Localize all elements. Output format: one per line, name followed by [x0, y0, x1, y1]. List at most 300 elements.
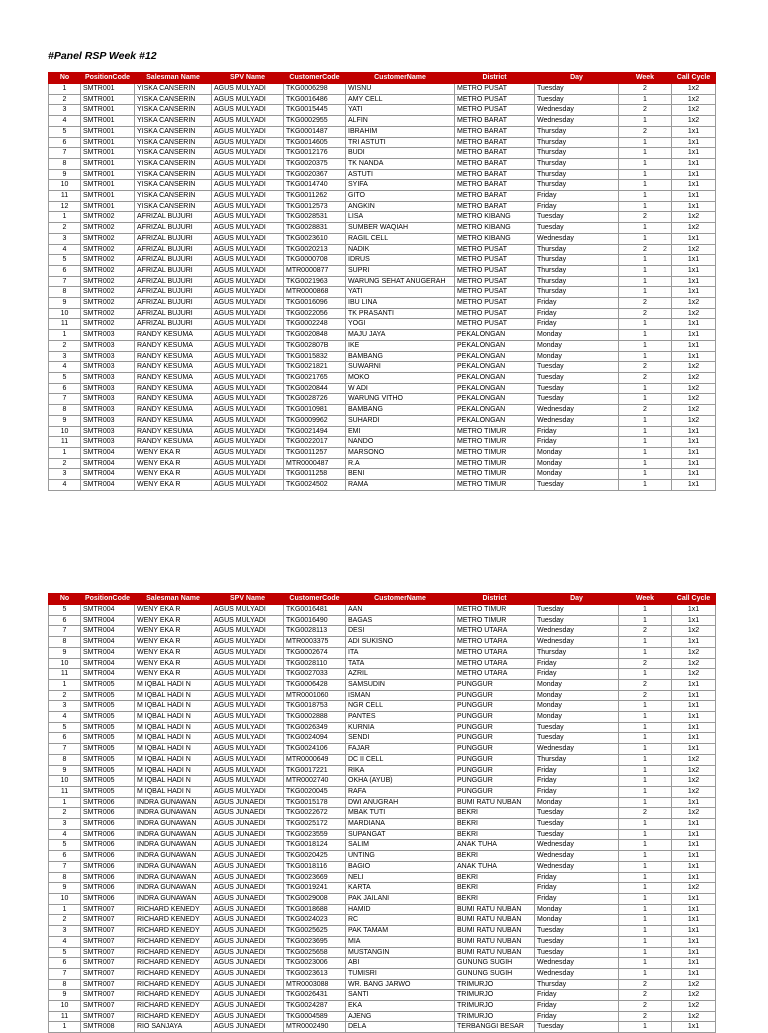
cell-week: 1 [619, 926, 672, 937]
cell-week: 1 [619, 669, 672, 680]
cell-no: 9 [49, 647, 81, 658]
cell-week: 1 [619, 255, 672, 266]
cell-customer-code: TKG0023559 [284, 829, 346, 840]
cell-customer-name: AZRIL [346, 669, 455, 680]
cell-call-cycle: 1x2 [672, 765, 716, 776]
cell-day: Wednesday [535, 968, 619, 979]
col-header-no: No [49, 594, 81, 605]
cell-position-code: SMTR007 [81, 1001, 135, 1012]
cell-spv-name: AGUS MULYADI [212, 437, 284, 448]
cell-position-code: SMTR001 [81, 191, 135, 202]
cell-spv-name: AGUS MULYADI [212, 148, 284, 159]
cell-call-cycle: 1x2 [672, 105, 716, 116]
cell-day: Tuesday [535, 808, 619, 819]
cell-spv-name: AGUS MULYADI [212, 405, 284, 416]
table-row [49, 893, 716, 904]
cell-customer-code: TKG0024502 [284, 480, 346, 491]
table-row [49, 169, 716, 180]
cell-customer-name: WR. BANG JARWO [346, 979, 455, 990]
cell-no: 6 [49, 137, 81, 148]
table-row [49, 872, 716, 883]
cell-day: Monday [535, 701, 619, 712]
cell-spv-name: AGUS MULYADI [212, 744, 284, 755]
table-header-row [49, 73, 716, 84]
cell-salesman-name: AFRIZAL BUJURI [135, 298, 212, 309]
table-row [49, 829, 716, 840]
cell-district: METRO PUSAT [455, 276, 535, 287]
cell-customer-name: MBAK TUTI [346, 808, 455, 819]
cell-day: Friday [535, 1001, 619, 1012]
cell-salesman-name: INDRA GUNAWAN [135, 819, 212, 830]
cell-day: Monday [535, 797, 619, 808]
cell-salesman-name: WENY EKA R [135, 469, 212, 480]
cell-customer-code: TKG0028113 [284, 626, 346, 637]
cell-customer-code: TKG0015445 [284, 105, 346, 116]
cell-week: 2 [619, 626, 672, 637]
cell-no: 3 [49, 105, 81, 116]
cell-customer-name: AMY CELL [346, 94, 455, 105]
cell-day: Wednesday [535, 233, 619, 244]
cell-district: ANAK TUHA [455, 840, 535, 851]
cell-district: METRO UTARA [455, 669, 535, 680]
cell-call-cycle: 1x2 [672, 116, 716, 127]
cell-spv-name: AGUS MULYADI [212, 244, 284, 255]
table-row [49, 669, 716, 680]
cell-call-cycle: 1x2 [672, 212, 716, 223]
cell-salesman-name: M IQBAL HADI N [135, 722, 212, 733]
cell-customer-code: TKG0009962 [284, 415, 346, 426]
cell-spv-name: AGUS MULYADI [212, 605, 284, 616]
cell-salesman-name: M IQBAL HADI N [135, 786, 212, 797]
cell-customer-code: TKG0018116 [284, 861, 346, 872]
cell-district: METRO KIBANG [455, 212, 535, 223]
cell-day: Thursday [535, 647, 619, 658]
table-row [49, 861, 716, 872]
cell-position-code: SMTR007 [81, 926, 135, 937]
cell-spv-name: AGUS MULYADI [212, 765, 284, 776]
cell-week: 1 [619, 458, 672, 469]
cell-district: PEKALONGAN [455, 351, 535, 362]
cell-salesman-name: RIO SANJAYA [135, 1022, 212, 1033]
cell-district: METRO BARAT [455, 201, 535, 212]
cell-call-cycle: 1x1 [672, 137, 716, 148]
cell-no: 5 [49, 126, 81, 137]
cell-day: Monday [535, 712, 619, 723]
table-row [49, 712, 716, 723]
col-header-week: Week [619, 594, 672, 605]
cell-salesman-name: YISKA CANSERIN [135, 158, 212, 169]
cell-customer-code: TKG0021963 [284, 276, 346, 287]
cell-week: 1 [619, 437, 672, 448]
cell-call-cycle: 1x1 [672, 158, 716, 169]
cell-no: 1 [49, 797, 81, 808]
page-title: #Panel RSP Week #12 [48, 50, 157, 62]
cell-customer-name: SENDI [346, 733, 455, 744]
cell-call-cycle: 1x1 [672, 287, 716, 298]
cell-week: 1 [619, 158, 672, 169]
cell-customer-code: MTR0003375 [284, 637, 346, 648]
cell-call-cycle: 1x1 [672, 480, 716, 491]
cell-customer-code: TKG0028531 [284, 212, 346, 223]
cell-call-cycle: 1x2 [672, 669, 716, 680]
cell-district: TRIMURJO [455, 1001, 535, 1012]
cell-week: 2 [619, 212, 672, 223]
cell-salesman-name: WENY EKA R [135, 605, 212, 616]
cell-customer-code: TKG0025172 [284, 819, 346, 830]
cell-salesman-name: YISKA CANSERIN [135, 126, 212, 137]
cell-district: TRIMURJO [455, 1011, 535, 1022]
cell-no: 1 [49, 447, 81, 458]
cell-customer-code: TKG0004589 [284, 1011, 346, 1022]
table-row [49, 701, 716, 712]
cell-customer-code: TKG0014605 [284, 137, 346, 148]
table-row [49, 658, 716, 669]
cell-customer-name: EMI [346, 426, 455, 437]
cell-week: 1 [619, 287, 672, 298]
cell-spv-name: AGUS JUNAEDI [212, 797, 284, 808]
cell-position-code: SMTR007 [81, 1011, 135, 1022]
cell-salesman-name: YISKA CANSERIN [135, 169, 212, 180]
cell-customer-name: EKA [346, 1001, 455, 1012]
cell-day: Monday [535, 447, 619, 458]
cell-week: 1 [619, 936, 672, 947]
cell-customer-name: HAMID [346, 904, 455, 915]
cell-customer-code: TKG0011257 [284, 447, 346, 458]
cell-week: 1 [619, 893, 672, 904]
cell-position-code: SMTR001 [81, 94, 135, 105]
cell-district: BUMI RATU NUBAN [455, 904, 535, 915]
cell-spv-name: AGUS MULYADI [212, 712, 284, 723]
cell-call-cycle: 1x2 [672, 786, 716, 797]
cell-no: 6 [49, 615, 81, 626]
cell-no: 7 [49, 968, 81, 979]
cell-district: METRO PUSAT [455, 255, 535, 266]
cell-position-code: SMTR001 [81, 148, 135, 159]
cell-customer-name: BENI [346, 469, 455, 480]
cell-district: METRO TIMUR [455, 437, 535, 448]
cell-no: 3 [49, 469, 81, 480]
cell-week: 1 [619, 968, 672, 979]
cell-call-cycle: 1x1 [672, 947, 716, 958]
cell-salesman-name: RICHARD KENEDY [135, 1001, 212, 1012]
table-row [49, 679, 716, 690]
cell-day: Thursday [535, 180, 619, 191]
table-row [49, 447, 716, 458]
cell-salesman-name: YISKA CANSERIN [135, 105, 212, 116]
cell-spv-name: AGUS JUNAEDI [212, 861, 284, 872]
cell-spv-name: AGUS JUNAEDI [212, 808, 284, 819]
cell-spv-name: AGUS MULYADI [212, 201, 284, 212]
cell-week: 1 [619, 947, 672, 958]
table-row [49, 458, 716, 469]
cell-call-cycle: 1x2 [672, 394, 716, 405]
cell-position-code: SMTR001 [81, 84, 135, 95]
cell-no: 9 [49, 990, 81, 1001]
table-row [49, 244, 716, 255]
cell-district: BEKRI [455, 872, 535, 883]
cell-no: 8 [49, 287, 81, 298]
cell-spv-name: AGUS MULYADI [212, 223, 284, 234]
cell-week: 1 [619, 180, 672, 191]
cell-week: 1 [619, 744, 672, 755]
cell-customer-code: TKG0001487 [284, 126, 346, 137]
cell-district: BEKRI [455, 808, 535, 819]
cell-call-cycle: 1x1 [672, 926, 716, 937]
cell-customer-name: YOGI [346, 319, 455, 330]
cell-salesman-name: YISKA CANSERIN [135, 180, 212, 191]
table-row [49, 926, 716, 937]
cell-district: METRO KIBANG [455, 223, 535, 234]
cell-customer-code: TKG0024023 [284, 915, 346, 926]
cell-day: Tuesday [535, 383, 619, 394]
cell-no: 3 [49, 819, 81, 830]
cell-customer-name: BAGAS [346, 615, 455, 626]
cell-salesman-name: YISKA CANSERIN [135, 84, 212, 95]
cell-customer-code: TKG0027033 [284, 669, 346, 680]
cell-customer-code: MTR0000649 [284, 754, 346, 765]
cell-day: Tuesday [535, 223, 619, 234]
cell-no: 8 [49, 872, 81, 883]
cell-week: 2 [619, 1001, 672, 1012]
cell-week: 2 [619, 362, 672, 373]
cell-week: 1 [619, 276, 672, 287]
cell-salesman-name: RICHARD KENEDY [135, 904, 212, 915]
cell-call-cycle: 1x2 [672, 1001, 716, 1012]
cell-customer-name: IDRUS [346, 255, 455, 266]
cell-week: 1 [619, 415, 672, 426]
cell-position-code: SMTR005 [81, 690, 135, 701]
cell-spv-name: AGUS MULYADI [212, 158, 284, 169]
cell-district: METRO TIMUR [455, 469, 535, 480]
cell-district: PUNGGUR [455, 765, 535, 776]
cell-day: Wednesday [535, 405, 619, 416]
cell-call-cycle: 1x2 [672, 362, 716, 373]
cell-no: 9 [49, 883, 81, 894]
cell-salesman-name: RANDY KESUMA [135, 405, 212, 416]
cell-week: 2 [619, 679, 672, 690]
col-header-salesman-name: Salesman Name [135, 73, 212, 84]
cell-week: 1 [619, 904, 672, 915]
cell-customer-name: MOKO [346, 372, 455, 383]
cell-day: Thursday [535, 276, 619, 287]
cell-customer-name: BAMBANG [346, 405, 455, 416]
cell-customer-name: UNTING [346, 851, 455, 862]
cell-call-cycle: 1x1 [672, 351, 716, 362]
cell-salesman-name: INDRA GUNAWAN [135, 840, 212, 851]
cell-salesman-name: WENY EKA R [135, 447, 212, 458]
table-row [49, 744, 716, 755]
cell-salesman-name: AFRIZAL BUJURI [135, 244, 212, 255]
cell-salesman-name: WENY EKA R [135, 637, 212, 648]
cell-no: 3 [49, 233, 81, 244]
cell-customer-name: NELI [346, 872, 455, 883]
cell-week: 1 [619, 647, 672, 658]
cell-call-cycle: 1x1 [672, 447, 716, 458]
cell-district: BEKRI [455, 883, 535, 894]
table-row [49, 94, 716, 105]
table-row [49, 201, 716, 212]
cell-district: METRO TIMUR [455, 426, 535, 437]
cell-position-code: SMTR003 [81, 351, 135, 362]
cell-position-code: SMTR007 [81, 936, 135, 947]
cell-day: Thursday [535, 979, 619, 990]
cell-spv-name: AGUS JUNAEDI [212, 915, 284, 926]
cell-position-code: SMTR004 [81, 647, 135, 658]
cell-position-code: SMTR003 [81, 330, 135, 341]
cell-salesman-name: AFRIZAL BUJURI [135, 276, 212, 287]
cell-day: Thursday [535, 148, 619, 159]
table-row [49, 426, 716, 437]
cell-call-cycle: 1x2 [672, 298, 716, 309]
cell-day: Wednesday [535, 744, 619, 755]
table-row [49, 776, 716, 787]
cell-customer-code: TKG0016486 [284, 94, 346, 105]
cell-call-cycle: 1x1 [672, 829, 716, 840]
cell-spv-name: AGUS MULYADI [212, 786, 284, 797]
cell-district: METRO PUSAT [455, 265, 535, 276]
cell-position-code: SMTR004 [81, 469, 135, 480]
cell-customer-code: TKG0020375 [284, 158, 346, 169]
cell-no: 7 [49, 626, 81, 637]
col-header-week: Week [619, 73, 672, 84]
cell-call-cycle: 1x1 [672, 255, 716, 266]
cell-customer-name: PANTES [346, 712, 455, 723]
cell-salesman-name: RICHARD KENEDY [135, 947, 212, 958]
cell-customer-name: W ADI [346, 383, 455, 394]
cell-call-cycle: 1x1 [672, 169, 716, 180]
cell-week: 1 [619, 137, 672, 148]
cell-position-code: SMTR008 [81, 1022, 135, 1033]
cell-salesman-name: RANDY KESUMA [135, 351, 212, 362]
cell-customer-name: BUDI [346, 148, 455, 159]
cell-salesman-name: INDRA GUNAWAN [135, 829, 212, 840]
cell-day: Friday [535, 319, 619, 330]
cell-spv-name: AGUS MULYADI [212, 447, 284, 458]
cell-no: 1 [49, 904, 81, 915]
cell-week: 2 [619, 690, 672, 701]
cell-district: METRO BARAT [455, 148, 535, 159]
cell-customer-code: TKG0016490 [284, 615, 346, 626]
cell-district: PEKALONGAN [455, 340, 535, 351]
table-row [49, 116, 716, 127]
cell-call-cycle: 1x1 [672, 915, 716, 926]
cell-no: 8 [49, 754, 81, 765]
cell-position-code: SMTR003 [81, 362, 135, 373]
cell-week: 1 [619, 615, 672, 626]
table-row [49, 915, 716, 926]
cell-position-code: SMTR001 [81, 180, 135, 191]
cell-week: 1 [619, 786, 672, 797]
cell-district: METRO UTARA [455, 658, 535, 669]
cell-no: 4 [49, 480, 81, 491]
table-row [49, 437, 716, 448]
cell-customer-code: TKG0018753 [284, 701, 346, 712]
cell-call-cycle: 1x2 [672, 754, 716, 765]
cell-call-cycle: 1x2 [672, 883, 716, 894]
table-row [49, 308, 716, 319]
cell-customer-name: WARUNG VITHO [346, 394, 455, 405]
table-row [49, 362, 716, 373]
cell-salesman-name: YISKA CANSERIN [135, 137, 212, 148]
cell-customer-code: TKG0016481 [284, 605, 346, 616]
cell-customer-code: TKG0028831 [284, 223, 346, 234]
cell-customer-code: TKG0028726 [284, 394, 346, 405]
table-row [49, 797, 716, 808]
cell-customer-name: ANGKIN [346, 201, 455, 212]
cell-call-cycle: 1x2 [672, 84, 716, 95]
cell-week: 1 [619, 754, 672, 765]
cell-no: 1 [49, 679, 81, 690]
cell-day: Monday [535, 469, 619, 480]
table-row [49, 191, 716, 202]
cell-spv-name: AGUS JUNAEDI [212, 936, 284, 947]
cell-week: 1 [619, 383, 672, 394]
cell-customer-code: MTR0000487 [284, 458, 346, 469]
cell-customer-name: MIA [346, 936, 455, 947]
cell-salesman-name: RICHARD KENEDY [135, 979, 212, 990]
cell-district: METRO TIMUR [455, 605, 535, 616]
cell-day: Wednesday [535, 415, 619, 426]
cell-spv-name: AGUS MULYADI [212, 212, 284, 223]
cell-no: 3 [49, 351, 81, 362]
cell-no: 9 [49, 765, 81, 776]
cell-week: 1 [619, 426, 672, 437]
cell-call-cycle: 1x1 [672, 426, 716, 437]
cell-customer-name: IKE [346, 340, 455, 351]
cell-no: 5 [49, 840, 81, 851]
cell-district: METRO TIMUR [455, 615, 535, 626]
cell-salesman-name: AFRIZAL BUJURI [135, 223, 212, 234]
cell-district: METRO UTARA [455, 626, 535, 637]
cell-district: TERBANGGI BESAR [455, 1022, 535, 1033]
cell-call-cycle: 1x1 [672, 840, 716, 851]
cell-day: Thursday [535, 287, 619, 298]
cell-salesman-name: RANDY KESUMA [135, 383, 212, 394]
cell-no: 1 [49, 330, 81, 341]
cell-customer-code: TKG0025625 [284, 926, 346, 937]
cell-position-code: SMTR003 [81, 437, 135, 448]
cell-district: PUNGGUR [455, 733, 535, 744]
cell-spv-name: AGUS JUNAEDI [212, 872, 284, 883]
cell-district: PUNGGUR [455, 786, 535, 797]
cell-salesman-name: INDRA GUNAWAN [135, 893, 212, 904]
cell-customer-code: TKG0018124 [284, 840, 346, 851]
cell-customer-name: TK NANDA [346, 158, 455, 169]
cell-position-code: SMTR005 [81, 679, 135, 690]
cell-spv-name: AGUS JUNAEDI [212, 829, 284, 840]
cell-district: METRO BARAT [455, 191, 535, 202]
cell-spv-name: AGUS MULYADI [212, 669, 284, 680]
cell-day: Friday [535, 883, 619, 894]
cell-position-code: SMTR003 [81, 426, 135, 437]
cell-call-cycle: 1x1 [672, 958, 716, 969]
cell-position-code: SMTR007 [81, 904, 135, 915]
cell-salesman-name: RICHARD KENEDY [135, 968, 212, 979]
cell-position-code: SMTR004 [81, 447, 135, 458]
col-header-salesman-name: Salesman Name [135, 594, 212, 605]
table-row [49, 276, 716, 287]
cell-customer-name: YATI [346, 105, 455, 116]
cell-call-cycle: 1x1 [672, 733, 716, 744]
cell-week: 1 [619, 840, 672, 851]
cell-call-cycle: 1x1 [672, 437, 716, 448]
cell-day: Friday [535, 426, 619, 437]
cell-spv-name: AGUS MULYADI [212, 362, 284, 373]
cell-day: Friday [535, 191, 619, 202]
cell-customer-code: TKG0020425 [284, 851, 346, 862]
cell-district: METRO TIMUR [455, 480, 535, 491]
cell-district: PUNGGUR [455, 701, 535, 712]
